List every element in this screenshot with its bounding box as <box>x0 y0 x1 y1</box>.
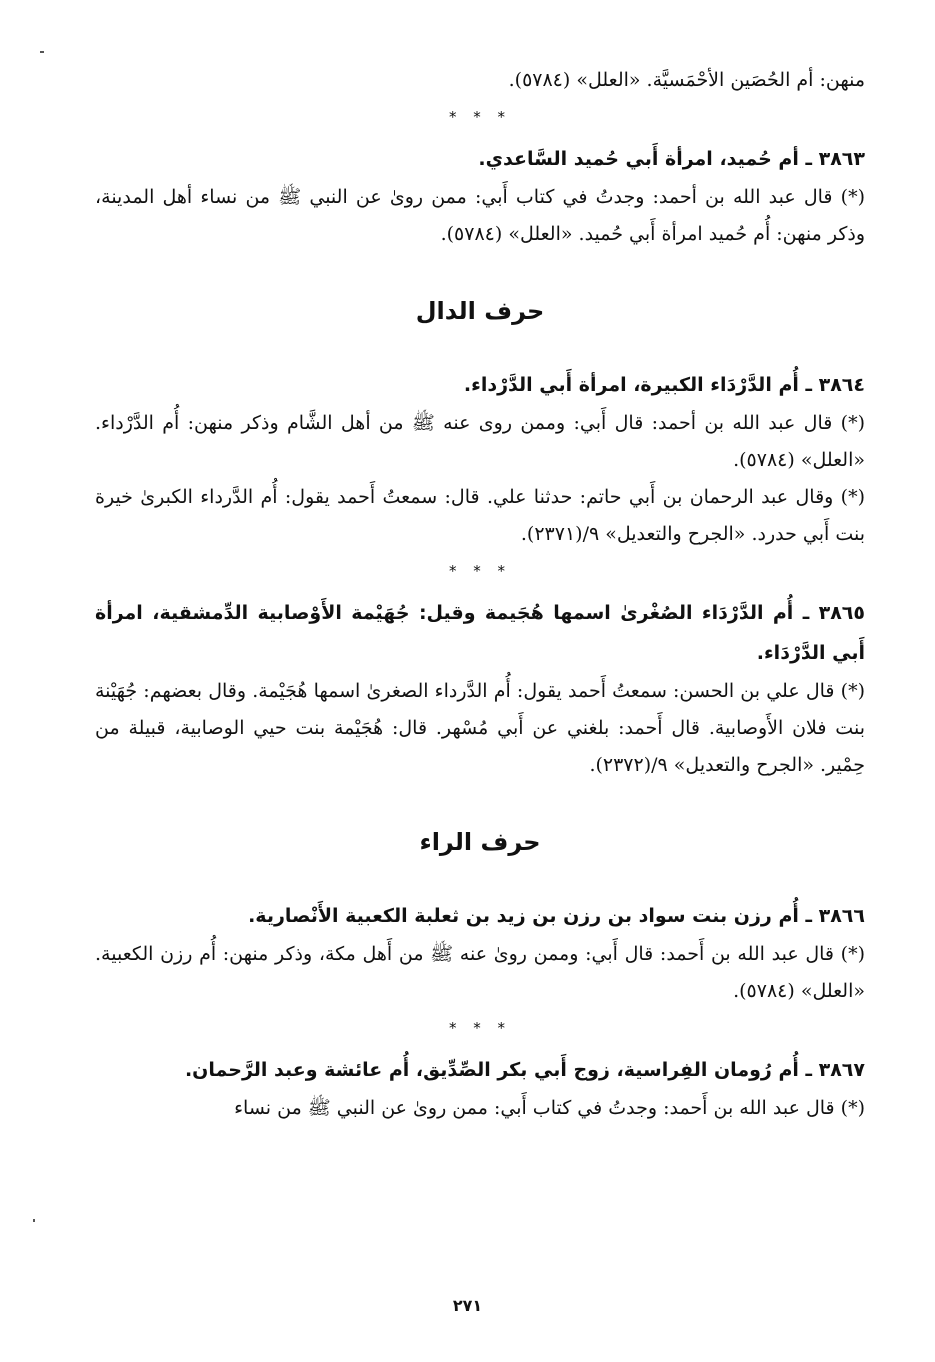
section-heading-ra: حرف الراء <box>419 828 541 856</box>
entry-paragraph: (*) قال عبد الله بن أحمد: وجدتُ في كتاب أَبي: ممن روىٰ عن النبي ﷺ من نساء أهل المدينة، وذكر منهن: أُم حُميد امرأة أَبي حُميد. «العلل» (٥٧٨٤). <box>95 186 865 245</box>
entry-paragraph: (*) قال علي بن الحسن: سمعتُ أَحمد يقول: أُم الدَّرداء الصغرىٰ اسمها هُجَيْمة. وقال بعضهم: جُهَيْنة بنت فلان الأَوصابية. قال أَحمد: بلغني عن أَبي مُسْهر. قال: هُجَيْمة بنت حيي الوصابية، قبيلة من حِمْير. «الجرح والتعديل» ٩/(٢٣٧٢). <box>95 680 865 776</box>
entry-3863 <box>95 139 865 253</box>
entry-paragraph: (*) قال عبد الله بن أحمد: قال أَبي: وممن روى عنه ﷺ من أهل الشَّام وذكر منهن: أُم الدَّرْداء. «العلل» (٥٧٨٤). <box>95 412 865 471</box>
entry-title: ٣٨٦٣ ـ أم حُميد، امرأة أَبي حُميد السَّاعدي. <box>478 148 865 170</box>
separator-2: * * * <box>448 562 512 580</box>
page-number: ٢٧١ <box>452 1296 483 1315</box>
entry-3867 <box>95 1050 865 1127</box>
entry-paragraph: (*) قال عبد الله بن أَحمد: وجدتُ في كتاب أَبي: ممن روىٰ عن النبي ﷺ من نساء <box>234 1097 865 1119</box>
entry-3866 <box>95 896 865 1010</box>
scan-speck <box>40 51 44 53</box>
scan-speck <box>33 1219 35 1222</box>
entry-title: ٣٨٦٥ ـ أُم الدَّرْدَاء الصُغْرىٰ اسمها هُجَيمة وقيل: جُهَيْمة الأَوْصابية الدِّمشقية، امرأة أَبي الدَّرْدَاء. <box>95 602 865 664</box>
section-heading-dal: حرف الدال <box>415 297 545 325</box>
entry-title: ٣٨٦٧ ـ أُم رُومان الفِراسية، زوج أَبي بكر الصِّدِّيق، أُم عائشة وعبد الرَّحمان. <box>184 1059 865 1081</box>
entry-3864 <box>95 365 865 553</box>
entry-3865 <box>95 593 865 784</box>
entry-title: ٣٨٦٦ ـ أُم رزن بنت سواد بن رزن بن زيد بن ثعلبة الكعبية الأَنْصارية. <box>248 905 865 927</box>
entry-paragraph: (*) وقال عبد الرحمان بن أَبي حاتم: حدثنا علي. قال: سمعتُ أَحمد يقول: أُم الدَّرداء الكبرىٰ خيرة بنت أَبي حدرد. «الجرح والتعديل» ٩/(٢٣٧١). <box>95 486 865 545</box>
entry-paragraph: (*) قال عبد الله بن أَحمد: قال أَبي: وممن روىٰ عنه ﷺ من أَهل مكة، وذكر منهن: أُم رزن الكعبية. «العلل» (٥٧٨٤). <box>95 943 865 1002</box>
top-fragment: منهن: أم الحُصَين الأحْمَسيَّة. «العلل» (٥٧٨٤). <box>508 69 865 91</box>
book-page <box>95 62 865 1322</box>
entry-title: ٣٨٦٤ ـ أُم الدَّرْدَاء الكبيرة، امرأة أَبي الدَّرْداء. <box>463 374 865 396</box>
separator-1: * * * <box>448 108 512 126</box>
separator-3: * * * <box>448 1019 512 1037</box>
